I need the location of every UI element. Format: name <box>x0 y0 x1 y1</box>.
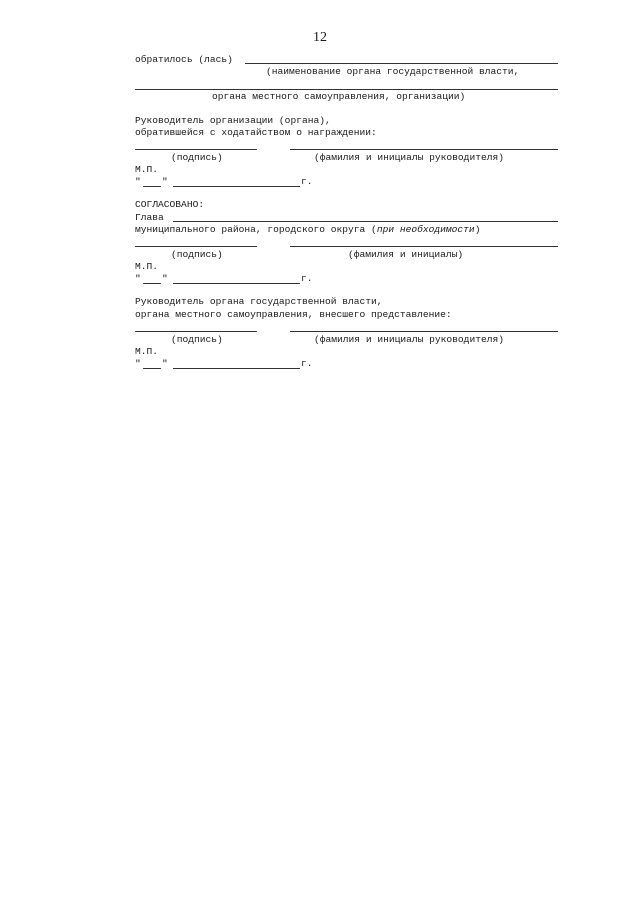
org-head-name-line <box>290 149 558 150</box>
gov-head-sig-caption: (подпись) <box>171 334 223 345</box>
page-number: 12 <box>313 30 327 45</box>
agreed-stamp-mark: М.П. <box>135 261 159 272</box>
applied-caption-1: (наименование органа государственной власти, <box>266 66 520 77</box>
gov-head-name-caption: (фамилия и инициалы руководителя) <box>314 334 504 345</box>
agreed-signature-line <box>135 246 257 247</box>
gov-head-name-line <box>290 331 558 332</box>
org-head-date-quote-close: " <box>162 176 168 187</box>
agreed-name-line <box>290 246 558 247</box>
org-head-line-2: обратившейся с ходатайством о награждении: <box>135 127 377 138</box>
org-head-sig-caption: (подпись) <box>171 152 223 163</box>
gov-head-date-day-line <box>143 368 161 369</box>
agreed-date-day-line <box>143 283 161 284</box>
applied-fill-line-2 <box>135 89 558 90</box>
agreed-date-quote-close: " <box>162 273 168 284</box>
applied-fill-line <box>245 63 558 64</box>
applied-label: обратилось (лась) <box>135 54 233 65</box>
agreed-date-quote-open: " <box>135 273 141 284</box>
agreed-heading: СОГЛАСОВАНО: <box>135 199 205 210</box>
gov-head-date-quote-open: " <box>135 358 141 369</box>
gov-head-signature-line <box>135 331 257 332</box>
org-head-signature-line <box>135 149 257 150</box>
gov-head-line-1: Руководитель органа государственной власти, <box>135 296 383 307</box>
agreed-district-line <box>135 224 480 235</box>
applied-caption-2: органа местного самоуправления, организации) <box>212 91 466 102</box>
gov-head-date-year: г. <box>301 358 313 369</box>
agreed-district-close: ) <box>474 224 481 235</box>
org-head-date-day-line <box>143 186 161 187</box>
agreed-district-text: муниципального района, городского округа ( <box>135 224 377 235</box>
agreed-date-year: г. <box>301 273 313 284</box>
org-head-date-year: г. <box>301 176 313 187</box>
org-head-stamp-mark: М.П. <box>135 164 159 175</box>
agreed-sig-caption: (подпись) <box>171 249 223 260</box>
agreed-head-label: Глава <box>135 212 164 223</box>
org-head-name-caption: (фамилия и инициалы руководителя) <box>314 152 504 163</box>
agreed-district-italic: при необходимости <box>376 224 475 235</box>
gov-head-line-2: органа местного самоуправления, внесшего представление: <box>135 309 452 320</box>
gov-head-date-quote-close: " <box>162 358 168 369</box>
org-head-date-month-line <box>173 186 300 187</box>
gov-head-date-month-line <box>173 368 300 369</box>
gov-head-stamp-mark: М.П. <box>135 346 159 357</box>
agreed-date-month-line <box>173 283 300 284</box>
org-head-line-1: Руководитель организации (органа), <box>135 115 331 126</box>
org-head-date-quote-open: " <box>135 176 141 187</box>
agreed-head-fill-line <box>173 221 558 222</box>
agreed-name-caption: (фамилия и инициалы) <box>348 249 464 260</box>
